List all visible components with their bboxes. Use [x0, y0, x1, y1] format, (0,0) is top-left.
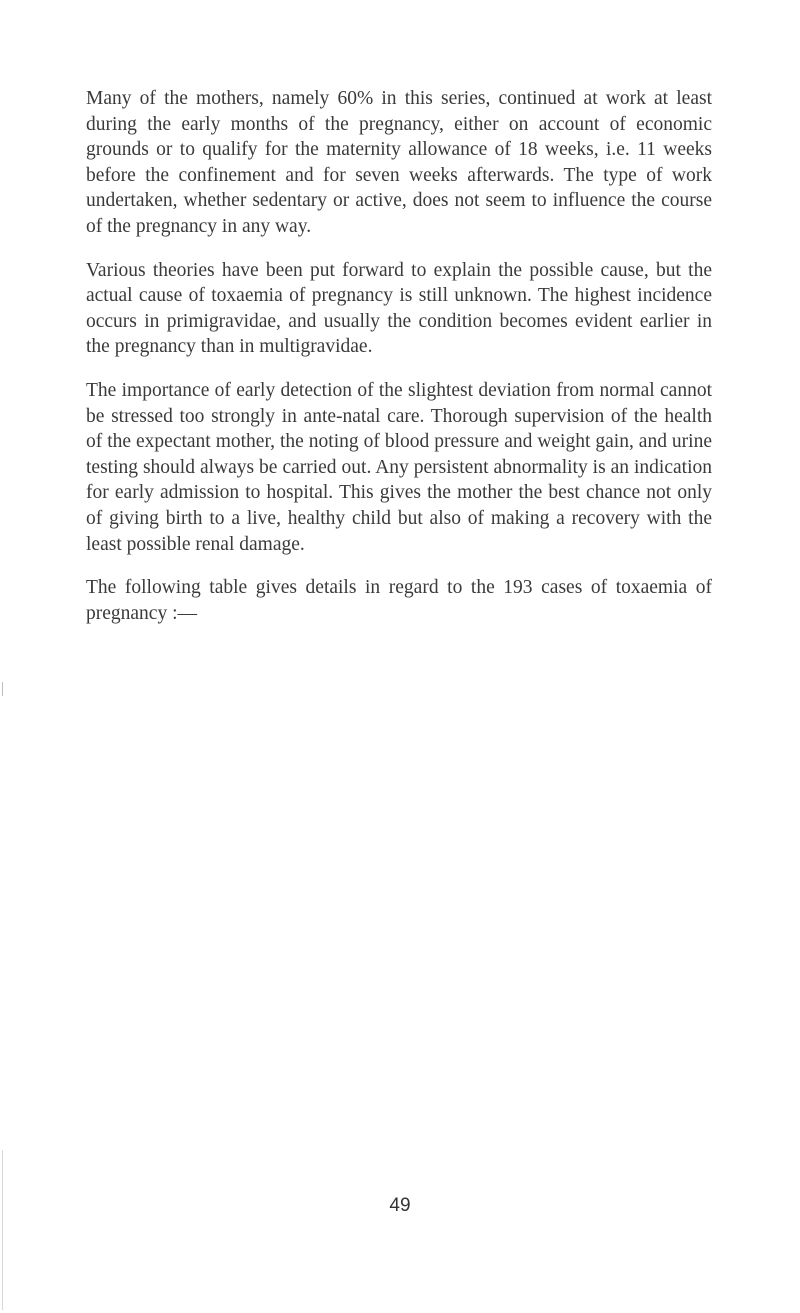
page-number: 49: [389, 1195, 411, 1216]
paragraph-work-during-pregnancy: Many of the mothers, namely 60% in this series, continued at work at least during the early months of the pregnancy, either on account of economic grounds or to qualify for the maternity allowance of 18 weeks, i.e. 11 weeks before the confinement and for seven weeks afterwards. The type of work undertaken, whether sedentary or active, does not seem to influence the course of the pregnancy in any way.: [86, 88, 712, 237]
paragraph-table-intro: The following table gives details in regard to the 193 cases of toxaemia of pregnancy :—: [86, 577, 712, 624]
document-body: [86, 86, 712, 644]
scan-edge-line: [2, 1150, 3, 1310]
paragraph-toxaemia-cause: Various theories have been put forward to explain the possible cause, but the actual cause of toxaemia of pregnancy is still unknown. The highest incidence occurs in primigravidae, and usually the condition becomes evident earlier in the pregnancy than in multigravidae.: [86, 259, 712, 358]
scan-edge-mark: [2, 682, 3, 696]
paragraph-early-detection: The importance of early detection of the slightest deviation from normal cannot be stressed too strongly in ante-natal care. Thorough supervision of the health of the expectant mother, the noting of blood pressure and weight gain, and urine testing should always be carried out. Any persistent abnormality is an indication for early admission to hospital. This gives the mother the best chance not only of giving birth to a live, healthy child but also of making a recovery with the least possible renal damage.: [86, 379, 712, 555]
